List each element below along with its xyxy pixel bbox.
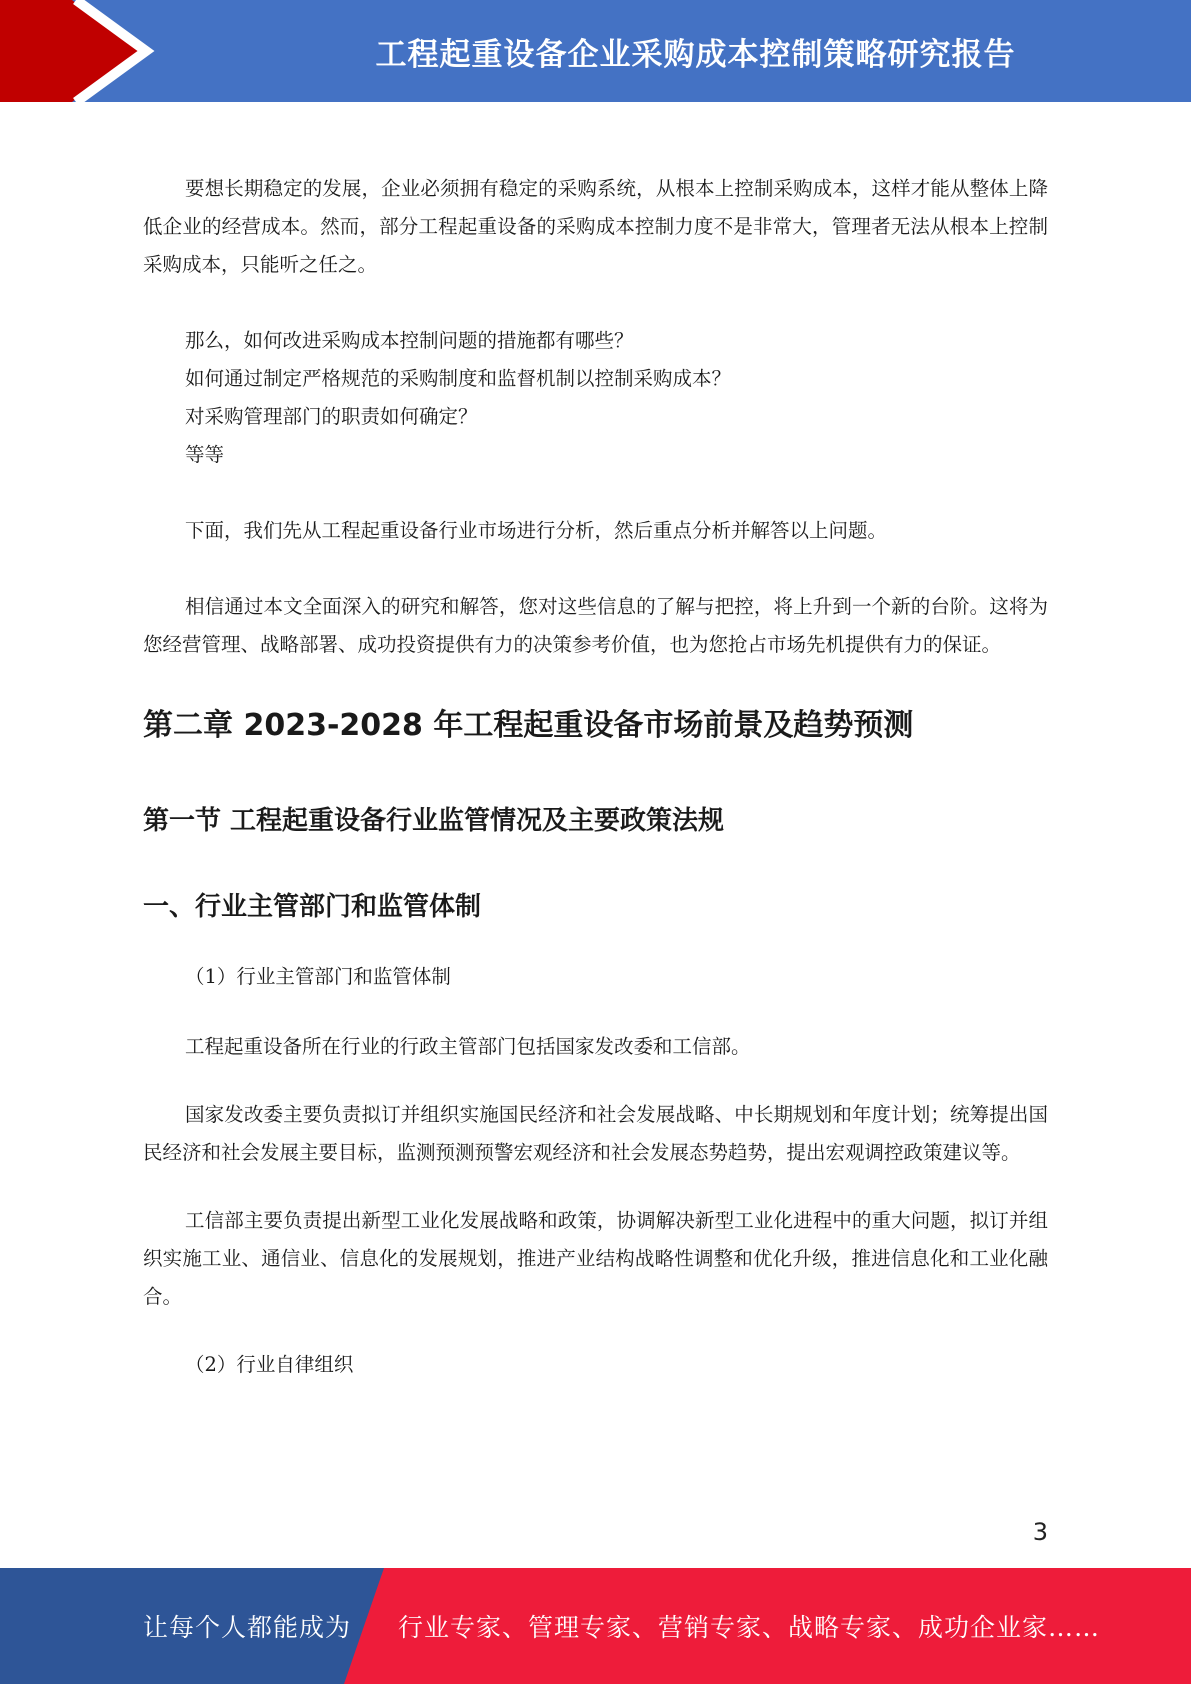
question-2: 如何通过制定严格规范的采购制度和监督机制以控制采购成本？ (185, 367, 732, 390)
next-paragraph: 下面，我们先从工程起重设备行业市场进行分析，然后重点分析并解答以上问题。 (185, 519, 888, 542)
question-1: 那么，如何改进采购成本控制问题的措施都有哪些？ (185, 329, 634, 352)
page-header (0, 0, 1191, 110)
item-2-title: （2）行业自律组织 (185, 1353, 354, 1376)
document-body (143, 170, 1048, 1384)
footer-slogan-left: 让每个人都能成为 (143, 1613, 352, 1642)
chapter-title: 第二章 2023-2028 年工程起重设备市场前景及趋势预测 (143, 708, 914, 743)
section-title: 第一节 工程起重设备行业监管情况及主要政策法规 (143, 806, 725, 836)
ndrc-paragraph: 国家发改委主要负责拟订并组织实施国民经济和社会发展战略、中长期规划和年度计划；统筹提出国民经济和社会发展主要目标，监测预测预警宏观经济和社会发展态势趋势，提出宏观调控政策建议等。 (143, 1103, 1048, 1164)
item-1-title: （1）行业主管部门和监管体制 (185, 965, 451, 988)
page-footer (0, 1568, 1191, 1684)
question-3: 对采购管理部门的职责如何确定？ (185, 405, 478, 428)
question-4: 等等 (185, 443, 225, 466)
subsection-title: 一、行业主管部门和监管体制 (143, 892, 482, 922)
page-number: 3 (1032, 1518, 1048, 1546)
miit-paragraph: 工信部主要负责提出新型工业化发展战略和政策，协调解决新型工业化进程中的重大问题，拟订并组织实施工业、通信业、信息化的发展规划，推进产业结构战略性调整和优化升级，推进信息化和工业化融合。 (143, 1209, 1048, 1308)
intro-paragraph: 要想长期稳定的发展，企业必须拥有稳定的采购系统，从根本上控制采购成本，这样才能从整体上降低企业的经营成本。然而，部分工程起重设备的采购成本控制力度不是非常大，管理者无法从根本上控制采购成本，只能听之任之。 (143, 177, 1048, 276)
footer-slogan-right: 行业专家、管理专家、营销专家、战略专家、成功企业家…… (398, 1613, 1101, 1642)
authority-paragraph: 工程起重设备所在行业的行政主管部门包括国家发改委和工信部。 (185, 1035, 751, 1058)
belief-paragraph: 相信通过本文全面深入的研究和解答，您对这些信息的了解与把控，将上升到一个新的台阶。这将为您经营管理、战略部署、成功投资提供有力的决策参考价值，也为您抢占市场先机提供有力的保证。 (143, 595, 1048, 656)
report-title: 工程起重设备企业采购成本控制策略研究报告 (375, 36, 1016, 73)
